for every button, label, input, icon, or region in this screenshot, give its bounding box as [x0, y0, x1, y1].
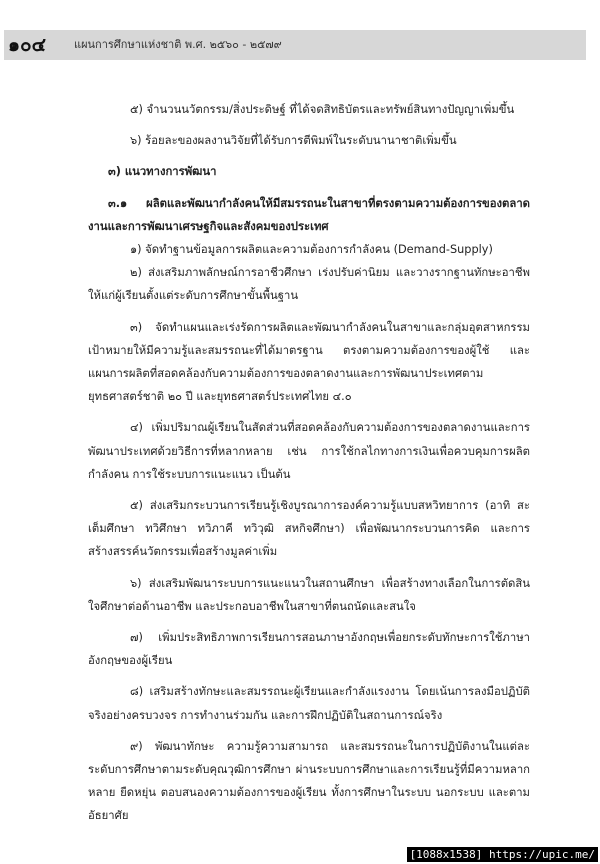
paragraph-item-3: ๓) จัดทำแผนและเร่งรัดการผลิตและพัฒนากำลังคนในสาขาและกลุ่มอุตสาหกรรมเป้าหมายให้มีความรู้และสมรรถนะที่ได้มาตรฐาน ตรงตามความต้องการของผู้ใช้ และแผนการผลิตที่สอดคล้องกับความต้องการของตลาดงานและการพัฒนาประเทศตามยุทธศาสตร์ชาติ ๒๐ ปี และยุทธศาสตร์ประเทศไทย ๔.๐: [88, 320, 530, 404]
page-number: ๑๐๔: [8, 34, 47, 56]
paragraph-item-8: ๘) เสริมสร้างทักษะและสมรรถนะผู้เรียนและกำลังแรงงาน โดยเน้นการลงมือปฏิบัติจริงอย่างครบวงจร การทำงานร่วมกัน และการฝึกปฏิบัติในสถานการณ์จริง: [88, 685, 530, 722]
image-watermark: [1088x1538] https://upic.me/: [407, 847, 598, 862]
paragraph-item-2: ๒) ส่งเสริมภาพลักษณ์การอาชีวศึกษา เร่งปรับค่านิยม และวางรากฐานทักษะอาชีพให้แก่ผู้เรียนตั้งแต่ระดับการศึกษาขั้นพื้นฐาน: [88, 266, 530, 303]
section-heading: ๓) แนวทางการพัฒนา: [108, 165, 217, 179]
paragraph-item-4: ๔) เพิ่มปริมาณผู้เรียนในสัดส่วนที่สอดคล้องกับความต้องการของตลาดงานและการพัฒนาประเทศด้วยวิธีการที่หลากหลาย เช่น การใช้กลไกทางการเงินเพื่อควบคุมการผลิตกำลังคน การใช้ระบบการแนะแนว เป็นต้น: [88, 421, 530, 481]
paragraph-item-6: ๖) ส่งเสริมพัฒนาระบบการแนะแนวในสถานศึกษา เพื่อสร้างทางเลือกในการตัดสินใจศึกษาต่อด้านอาชีพ และประกอบอาชีพในสาขาที่ตนถนัดและสนใจ: [88, 576, 530, 613]
paragraph-item-5: ๕) ส่งเสริมกระบวนการเรียนรู้เชิงบูรณาการองค์ความรู้แบบสหวิทยาการ (อาทิ สะเต็มศึกษา ทวิศึกษา ทวิภาคี ทวิวุฒิ สหกิจศึกษา) เพื่อพัฒนากระบวนการคิด และการสร้างสรรค์นวัตกรรมเพื่อสร้างมูลค่าเพิ่ม: [88, 499, 530, 559]
page-body: [88, 98, 530, 828]
running-title: แผนการศึกษาแห่งชาติ พ.ศ. ๒๕๖๐ - ๒๕๗๙: [74, 38, 282, 51]
subsection-heading: ๓.๑ ผลิตและพัฒนากำลังคนให้มีสมรรถนะในสาขาที่ตรงตามความต้องการของตลาดงานและการพัฒนาเศรษฐกิจและสังคมของประเทศ: [88, 196, 530, 233]
paragraph-item-9: ๙) พัฒนาทักษะ ความรู้ความสามารถ และสมรรถนะในการปฏิบัติงานในแต่ละระดับการศึกษาตามระดับคุณวุฒิการศึกษา ผ่านระบบการศึกษาและการเรียนรู้ที่มีความหลากหลาย ยืดหยุ่น ตอบสนองความต้องการของผู้เรียน ทั้งการศึกษาในระบบ นอกระบบ และตามอัธยาศัย: [88, 739, 530, 823]
paragraph-indicator-6: ๖) ร้อยละของผลงานวิจัยที่ได้รับการตีพิมพ์ในระดับนานาชาติเพิ่มขึ้น: [130, 134, 457, 148]
paragraph-indicator-5: ๕) จำนวนนวัตกรรม/สิ่งประดิษฐ์ ที่ได้จดสิทธิบัตรและทรัพย์สินทางปัญญาเพิ่มขึ้น: [130, 103, 515, 116]
page-header: [0, 30, 600, 60]
paragraph-item-1: ๑) จัดทำฐานข้อมูลการผลิตและความต้องการกำลังคน (Demand-Supply): [130, 243, 493, 257]
paragraph-item-7: ๗) เพิ่มประสิทธิภาพการเรียนการสอนภาษาอังกฤษเพื่อยกระดับทักษะการใช้ภาษาอังกฤษของผู้เรียน: [88, 631, 530, 668]
